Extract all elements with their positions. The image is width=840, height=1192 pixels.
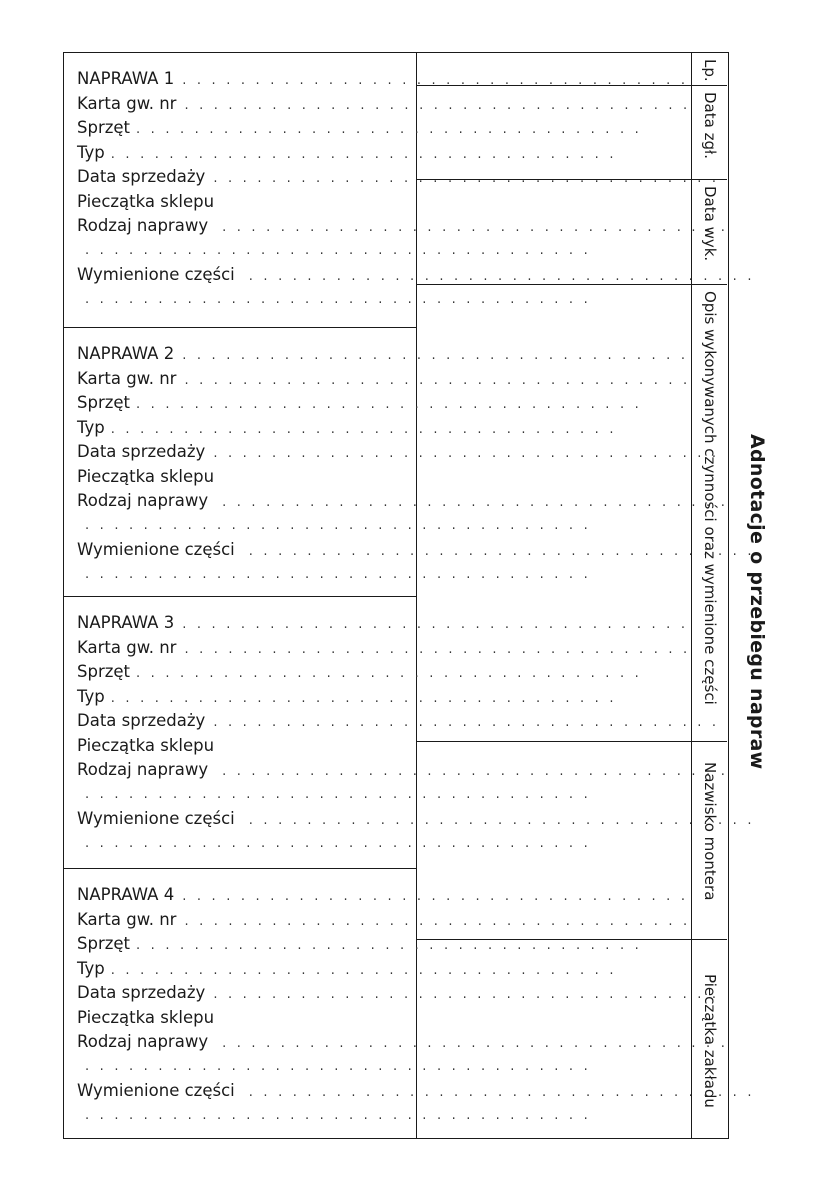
- fill-dots: . . . . . . . . . . . . . . . . . . . . . . . . . . . . . . . . . . .: [213, 715, 720, 730]
- fill-dots: . . . . . . . . . . . . . . . . . . . . . . . . . . . . . . . . . . .: [110, 421, 617, 437]
- repair-kind-row: [77, 489, 729, 514]
- shop-stamp-label: Pieczątka sklepu: [77, 466, 215, 486]
- fill-dots: . . . . . . . . . . . . . . . . . . . . . . . . . . . . . . . . . . .: [85, 517, 591, 533]
- fill-dots: . . . . . . . . . . . . . . . . . . . . . . . . . . . . . . . . . . .: [182, 889, 689, 904]
- header-date-reported: [692, 86, 727, 180]
- lp-entry-cell[interactable]: [417, 53, 691, 86]
- repair-heading-row: [77, 342, 689, 367]
- fill-dots: . . . . . . . . . . . . . . . . . . . . . . . . . . . . . . . . . . .: [222, 220, 729, 235]
- fill-dots: . . . . . . . . . . . . . . . . . . . . . . . . . . . . . . . . . . .: [85, 835, 591, 851]
- fill-dots: . . . . . . . . . . . . . . . . . . . . . . . . . . . . . . . . . . .: [85, 1058, 591, 1074]
- sale-date-row: [77, 709, 720, 734]
- type-label: Typ: [77, 142, 105, 162]
- repair-kind-row: [77, 214, 729, 239]
- repair-kind-label: Rodzaj naprawy: [77, 491, 209, 510]
- type-row: [77, 141, 617, 166]
- sale-date-label: Data sprzedaży: [77, 711, 206, 730]
- shop-stamp-row: [77, 465, 406, 490]
- fill-dots: . . . . . . . . . . . . . . . . . . . . . . . . . . . . . . . . . . .: [213, 446, 720, 461]
- header-stamp: [692, 940, 727, 1138]
- fill-dots: . . . . . . . . . . . . . . . . . . . . . . . . . . . . . . . . . . .: [136, 938, 642, 953]
- type-row: [77, 957, 617, 982]
- replaced-parts-row: [77, 1079, 755, 1104]
- shop-stamp-row: [77, 1006, 406, 1031]
- type-label: Typ: [77, 417, 105, 437]
- fill-dots: . . . . . . . . . . . . . . . . . . . . . . . . . . . . . . . . . . .: [136, 397, 642, 412]
- replaced-parts-row: [77, 263, 755, 288]
- fill-dots: . . . . . . . . . . . . . . . . . . . . . . . . . . . . . . . . . . .: [248, 269, 755, 284]
- fill-dots: . . . . . . . . . . . . . . . . . . . . . . . . . . . . . . . . . . .: [85, 291, 591, 307]
- fill-dots: . . . . . . . . . . . . . . . . . . . . . . . . . . . . . . . . . . .: [136, 666, 642, 681]
- card-no-label: Karta gw. nr: [77, 93, 177, 113]
- dots-line: [77, 563, 591, 588]
- fill-dots: . . . . . . . . . . . . . . . . . . . . . . . . . . . . . . . . . . .: [136, 122, 642, 137]
- header-description-label: Opis wykonywanych czynności oraz wymienione części: [700, 291, 719, 705]
- card-no-row: [77, 367, 691, 392]
- shop-stamp-row: [77, 190, 406, 215]
- fill-dots: . . . . . . . . . . . . . . . . . . . . . . . . . . . . . . . . . . .: [248, 813, 755, 828]
- fill-dots: . . . . . . . . . . . . . . . . . . . . . . . . . . . . . . . . . . .: [110, 962, 617, 978]
- shop-stamp-label: Pieczątka sklepu: [77, 191, 215, 211]
- fill-dots: . . . . . . . . . . . . . . . . . . . . . . . . . . . . . . . . . . .: [213, 987, 720, 1002]
- shop-stamp-row: [77, 734, 406, 759]
- dots-line: [77, 783, 591, 808]
- card-no-row: [77, 92, 691, 117]
- type-row: [77, 685, 617, 710]
- fill-dots: . . . . . . . . . . . . . . . . . . . . . . . . . . . . . . . . . . .: [110, 146, 617, 162]
- header-date-done-label: Data wyk.: [700, 186, 719, 262]
- equipment-row: [77, 660, 642, 685]
- fill-dots: . . . . . . . . . . . . . . . . . . . . . . . . . . . . . . . . . . .: [182, 73, 689, 88]
- repair-heading: NAPRAWA 4: [77, 885, 175, 904]
- fill-dots: . . . . . . . . . . . . . . . . . . . . . . . . . . . . . . . . . . .: [85, 242, 591, 258]
- sale-date-row: [77, 165, 720, 190]
- stamp-entry-cell[interactable]: [417, 940, 691, 1138]
- repair-heading: NAPRAWA 1: [77, 69, 175, 88]
- repair-heading: NAPRAWA 3: [77, 613, 175, 632]
- sale-date-row: [77, 440, 720, 465]
- technician-entry-cell[interactable]: [417, 742, 691, 940]
- header-stamp-label: Pieczątka zakładu: [700, 974, 719, 1108]
- fill-dots: . . . . . . . . . . . . . . . . . . . . . . . . . . . . . . . . . . .: [184, 913, 691, 929]
- fill-dots: . . . . . . . . . . . . . . . . . . . . . . . . . . . . . . . . . . .: [222, 764, 729, 779]
- replaced-parts-label: Wymienione części: [77, 265, 235, 284]
- description-entry-cell[interactable]: [417, 285, 691, 742]
- dots-line: [77, 239, 591, 264]
- equipment-label: Sprzęt: [77, 393, 131, 412]
- card-no-row: [77, 908, 691, 933]
- header-date-reported-label: Data zgł.: [700, 92, 719, 160]
- type-label: Typ: [77, 958, 105, 978]
- repair-kind-row: [77, 1030, 729, 1055]
- equipment-row: [77, 391, 642, 416]
- header-lp-label: Lp.: [700, 59, 719, 82]
- date-done-entry-cell[interactable]: [417, 180, 691, 285]
- date-reported-entry-cell[interactable]: [417, 86, 691, 180]
- repair-log-form: [63, 52, 755, 1139]
- fill-dots: . . . . . . . . . . . . . . . . . . . . . . . . . . . . . . . . . . .: [184, 372, 691, 388]
- repair-kind-label: Rodzaj naprawy: [77, 1032, 209, 1051]
- page-title: Adnotacje o przebiegu napraw: [746, 434, 768, 770]
- header-technician: [692, 742, 727, 940]
- equipment-row: [77, 116, 642, 141]
- sale-date-label: Data sprzedaży: [77, 442, 206, 461]
- shop-stamp-label: Pieczątka sklepu: [77, 1007, 215, 1027]
- repair-heading-row: [77, 883, 689, 908]
- dots-line: [77, 514, 591, 539]
- dots-line: [77, 288, 591, 313]
- header-technician-label: Nazwisko montera: [700, 762, 719, 901]
- card-no-label: Karta gw. nr: [77, 637, 177, 657]
- sale-date-label: Data sprzedaży: [77, 983, 206, 1002]
- repair-heading-row: [77, 67, 689, 92]
- fill-dots: . . . . . . . . . . . . . . . . . . . . . . . . . . . . . . . . . . .: [110, 690, 617, 706]
- card-no-label: Karta gw. nr: [77, 909, 177, 929]
- shop-stamp-label: Pieczątka sklepu: [77, 735, 215, 755]
- fill-dots: . . . . . . . . . . . . . . . . . . . . . . . . . . . . . . . . . . .: [213, 171, 720, 186]
- header-date-done: [692, 180, 727, 285]
- fill-dots: . . . . . . . . . . . . . . . . . . . . . . . . . . . . . . . . . . .: [182, 617, 689, 632]
- column-header-strip: [691, 53, 727, 1138]
- sale-date-row: [77, 981, 720, 1006]
- fill-dots: . . . . . . . . . . . . . . . . . . . . . . . . . . . . . . . . . . .: [85, 566, 591, 582]
- repair-kind-label: Rodzaj naprawy: [77, 760, 209, 779]
- fill-dots: . . . . . . . . . . . . . . . . . . . . . . . . . . . . . . . . . . .: [85, 1107, 591, 1123]
- fill-dots: . . . . . . . . . . . . . . . . . . . . . . . . . . . . . . . . . . .: [248, 1085, 755, 1100]
- type-label: Typ: [77, 686, 105, 706]
- sale-date-label: Data sprzedaży: [77, 167, 206, 186]
- header-lp: [692, 53, 727, 86]
- fill-dots: . . . . . . . . . . . . . . . . . . . . . . . . . . . . . . . . . . .: [222, 1036, 729, 1051]
- repair-kind-row: [77, 758, 729, 783]
- fill-dots: . . . . . . . . . . . . . . . . . . . . . . . . . . . . . . . . . . .: [248, 544, 755, 559]
- card-no-row: [77, 636, 691, 661]
- fill-dots: . . . . . . . . . . . . . . . . . . . . . . . . . . . . . . . . . . .: [85, 786, 591, 802]
- repair-heading: NAPRAWA 2: [77, 344, 175, 363]
- equipment-label: Sprzęt: [77, 662, 131, 681]
- dots-line: [77, 832, 591, 857]
- replaced-parts-label: Wymienione części: [77, 809, 235, 828]
- type-row: [77, 416, 617, 441]
- card-no-label: Karta gw. nr: [77, 368, 177, 388]
- fill-dots: . . . . . . . . . . . . . . . . . . . . . . . . . . . . . . . . . . .: [184, 641, 691, 657]
- repair-kind-label: Rodzaj naprawy: [77, 216, 209, 235]
- header-description: [692, 285, 727, 742]
- fill-dots: . . . . . . . . . . . . . . . . . . . . . . . . . . . . . . . . . . .: [222, 495, 729, 510]
- replaced-parts-row: [77, 538, 755, 563]
- equipment-label: Sprzęt: [77, 934, 131, 953]
- repair-heading-row: [77, 611, 689, 636]
- equipment-label: Sprzęt: [77, 118, 131, 137]
- equipment-row: [77, 932, 642, 957]
- dots-line: [77, 1104, 591, 1129]
- replaced-parts-row: [77, 807, 755, 832]
- replaced-parts-label: Wymienione części: [77, 540, 235, 559]
- fill-dots: . . . . . . . . . . . . . . . . . . . . . . . . . . . . . . . . . . .: [184, 97, 691, 113]
- dots-line: [77, 1055, 591, 1080]
- replaced-parts-label: Wymienione części: [77, 1081, 235, 1100]
- fill-dots: . . . . . . . . . . . . . . . . . . . . . . . . . . . . . . . . . . .: [182, 348, 689, 363]
